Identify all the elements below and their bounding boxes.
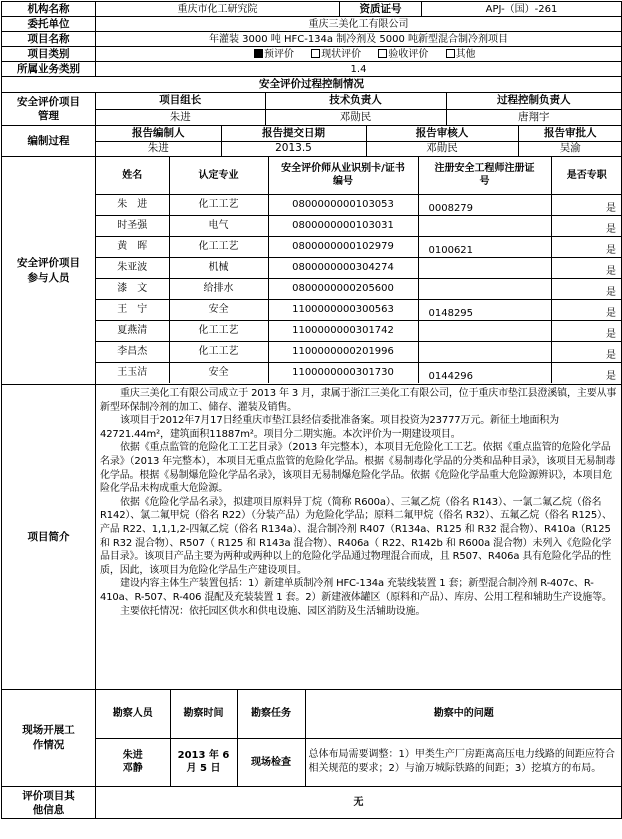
summary-paragraph: 重庆三美化工有限公司成立于 2013 年 3 月，隶属于浙江三美化工有限公司，位于重庆市垫江县澄溪镇，主要从事新型环保制冷剂的加工、储存、灌装及销售。 [100, 388, 617, 413]
staff-row [96, 257, 622, 278]
staff-major: 安全 [169, 362, 268, 383]
site-table [96, 690, 622, 786]
checkbox-checked-icon [254, 49, 263, 58]
staff-header-fulltime: 是否专职 [551, 157, 622, 194]
mgmt-value-2: 唐翔宇 [446, 109, 621, 125]
staff-major: 化工工艺 [169, 236, 268, 257]
mgmt-value-0: 朱进 [96, 109, 265, 125]
compile-value-3: 吴渝 [518, 141, 622, 156]
cert-label: 资质证号 [340, 2, 422, 17]
summary-paragraph: 主要依托情况：依托园区供水和供电设施、园区消防及生活辅助设施。 [120, 605, 426, 617]
staff-reg-number: 0008279 [418, 194, 551, 215]
compile-header-2: 报告审核人 [366, 126, 518, 141]
staff-card-number: 0800000000103031 [268, 215, 418, 236]
summary-paragraph: 该项目于2012年7月17日经重庆市垫江县经信委批准备案。项目投资为23777万元。新征土地面积为42721.44m²，建筑面积11887m²。项目分二期实施。本次评价为一期建设项目。 [100, 415, 559, 440]
staff-major: 化工工艺 [169, 341, 268, 362]
safety-evaluation-record-table [1, 1, 622, 819]
staff-name: 王玉洁 [96, 362, 169, 383]
staff-header-card: 安全评价师从业识别卡/证书编号 [268, 157, 418, 194]
staff-row [96, 194, 622, 215]
org-label: 机构名称 [2, 2, 96, 17]
type-option-2[interactable]: 验收评价 [378, 49, 428, 60]
mgmt-header-2: 过程控制负责人 [446, 93, 621, 109]
checkbox-icon [446, 49, 455, 58]
staff-major: 电气 [169, 215, 268, 236]
staff-name: 时圣强 [96, 215, 169, 236]
checkbox-icon [311, 49, 320, 58]
staff-major: 化工工艺 [169, 320, 268, 341]
staff-card-number: 0800000000205600 [268, 278, 418, 299]
staff-major: 化工工艺 [169, 194, 268, 215]
compile-value-0: 朱进 [96, 141, 221, 156]
staff-table [96, 157, 622, 383]
type-option-0[interactable]: 预评价 [254, 49, 294, 60]
staff-fulltime: 是 [551, 257, 622, 278]
client-label: 委托单位 [2, 17, 96, 32]
staff-fulltime: 是 [551, 341, 622, 362]
compile-value-2: 邓勋民 [366, 141, 518, 156]
site-label: 现场开展工作情况 [2, 690, 96, 787]
site-header-people: 勘察人员 [96, 690, 170, 738]
staff-fulltime: 是 [551, 299, 622, 320]
staff-fulltime: 是 [551, 215, 622, 236]
summary-content [96, 385, 622, 690]
site-task: 现场检查 [237, 738, 305, 786]
staff-label: 安全评价项目参与人员 [2, 157, 96, 385]
project-label: 项目名称 [2, 32, 96, 47]
staff-major: 机械 [169, 257, 268, 278]
staff-reg-number [418, 341, 551, 362]
staff-reg-number: 0144296 [418, 362, 551, 383]
summary-paragraph: 依据《危险化学品名录》，拟建项目原料异丁烷（简称 R600a）、三氟乙烷（俗名 R143）、一氯二氟乙烷（俗名 R142）、氯二氟甲烷（俗名 R22）（分装产品）为危险化学品；原料二氟甲烷（俗名 R32）、五氟乙烷（俗名 R125）、产品 R22、1,1,1,2-四氟乙烷（俗名 R134a）、混合制冷剂 R407（R134a、R125 和 R32 混合物）、R410a（R125 和 R32 混合物）、R507（ R125 和 R143a 混合物）、R406a（ R22、R142b 和 R600a 混合物）未列入《危险化学品目录》。该项目产品主要为两种或两种以上的危险化学品通过物理混合而成，且 R507、R406a 具有危险化学品的性质，因此，该项目为危险化学品生产建设项目。 [100, 496, 612, 576]
compile-label: 编制过程 [2, 126, 96, 157]
client-value: 重庆三美化工有限公司 [96, 17, 622, 32]
staff-fulltime: 是 [551, 236, 622, 257]
staff-name: 李昌杰 [96, 341, 169, 362]
staff-row [96, 320, 622, 341]
staff-name: 黄 晖 [96, 236, 169, 257]
staff-reg-number [418, 320, 551, 341]
other-label: 评价项目其他信息 [2, 787, 96, 819]
type-label: 项目类别 [2, 47, 96, 62]
mgmt-table [96, 93, 621, 125]
staff-card-number: 1100000000301742 [268, 320, 418, 341]
staff-card-number: 0800000000304274 [268, 257, 418, 278]
staff-row [96, 278, 622, 299]
site-issue: 总体布局需要调整：1）甲类生产厂房距离高压电力线路的间距应符合相关规范的要求；2）与渝万城际铁路的间距；3）挖填方的布局。 [305, 738, 622, 786]
industry-value: 1.4 [96, 62, 622, 77]
cert-value: APJ-（国）-261 [422, 2, 622, 17]
staff-name: 漆 文 [96, 278, 169, 299]
type-option-1[interactable]: 现状评价 [311, 49, 361, 60]
staff-row [96, 362, 622, 383]
compile-value-1: 2013.5 [221, 141, 366, 156]
checkbox-icon [378, 49, 387, 58]
site-people: 朱进 邓静 [96, 738, 170, 786]
staff-major: 给排水 [169, 278, 268, 299]
staff-card-number: 0800000000103053 [268, 194, 418, 215]
compile-header-3: 报告审批人 [518, 126, 622, 141]
staff-row [96, 236, 622, 257]
project-value: 年灌装 3000 吨 HFC-134a 制冷剂及 5000 吨新型混合制冷剂项目 [96, 32, 622, 47]
site-header-issue: 勘察中的问题 [305, 690, 622, 738]
staff-fulltime: 是 [551, 194, 622, 215]
staff-name: 夏燕清 [96, 320, 169, 341]
staff-fulltime: 是 [551, 278, 622, 299]
other-value: 无 [96, 787, 622, 819]
staff-row [96, 341, 622, 362]
mgmt-label: 安全评价项目管理 [2, 93, 96, 126]
process-title: 安全评价过程控制情况 [2, 77, 622, 93]
staff-reg-number: 0100621 [418, 236, 551, 257]
org-value: 重庆市化工研究院 [96, 2, 340, 17]
compile-table [96, 126, 622, 156]
staff-major: 安全 [169, 299, 268, 320]
staff-row [96, 215, 622, 236]
staff-name: 朱亚波 [96, 257, 169, 278]
type-option-3[interactable]: 其他 [446, 49, 476, 60]
staff-row [96, 299, 622, 320]
staff-header-name: 姓名 [96, 157, 169, 194]
staff-name: 朱 进 [96, 194, 169, 215]
staff-reg-number [418, 215, 551, 236]
staff-card-number: 0800000000102979 [268, 236, 418, 257]
staff-reg-number [418, 278, 551, 299]
staff-header-reg: 注册安全工程师注册证号 [418, 157, 551, 194]
staff-header-major: 认定专业 [169, 157, 268, 194]
site-header-time: 勘察时间 [170, 690, 237, 738]
staff-card-number: 1100000000300563 [268, 299, 418, 320]
summary-paragraph: 建设内容主体生产装置包括：1）新建单质制冷剂 HFC-134a 充装线装置 1 套；新型混合制冷剂 R-407c、R-410a、R-507、R-406 混配及充装装置 1 套。2）新建液体罐区（原料和产品）、库房、公用工程和辅助生产设施等。 [100, 578, 612, 603]
mgmt-header-1: 技术负责人 [265, 93, 446, 109]
staff-name: 王 宁 [96, 299, 169, 320]
summary-paragraph: 依据《重点监管的危险化工工艺目录》（2013 年完整本），本项目无危险化工工艺。依据《重点监管的危险化学品名录》（2013 年完整本），本项目无重点监管的危险化学品。根据《易制毒化学品的分类和品种目录》，该项目无易制毒化学品。根据《易制爆危险化学品名录》，该项目无易制爆危险化学品。依据《危险化学品重大危险源辨识》，本项目危险化学品未构成重大危险源。 [100, 442, 616, 495]
industry-label: 所属业务类别 [2, 62, 96, 77]
summary-label: 项目简介 [2, 385, 96, 690]
staff-card-number: 1100000000201996 [268, 341, 418, 362]
mgmt-header-0: 项目组长 [96, 93, 265, 109]
staff-reg-number [418, 257, 551, 278]
compile-header-0: 报告编制人 [96, 126, 221, 141]
site-time: 2013 年 6 月 5 日 [170, 738, 237, 786]
site-header-task: 勘察任务 [237, 690, 305, 738]
staff-fulltime: 是 [551, 362, 622, 383]
staff-reg-number: 0148295 [418, 299, 551, 320]
compile-header-1: 报告提交日期 [221, 126, 366, 141]
staff-card-number: 1100000000301730 [268, 362, 418, 383]
staff-fulltime: 是 [551, 320, 622, 341]
project-type-options [96, 47, 622, 62]
mgmt-value-1: 邓勋民 [265, 109, 446, 125]
